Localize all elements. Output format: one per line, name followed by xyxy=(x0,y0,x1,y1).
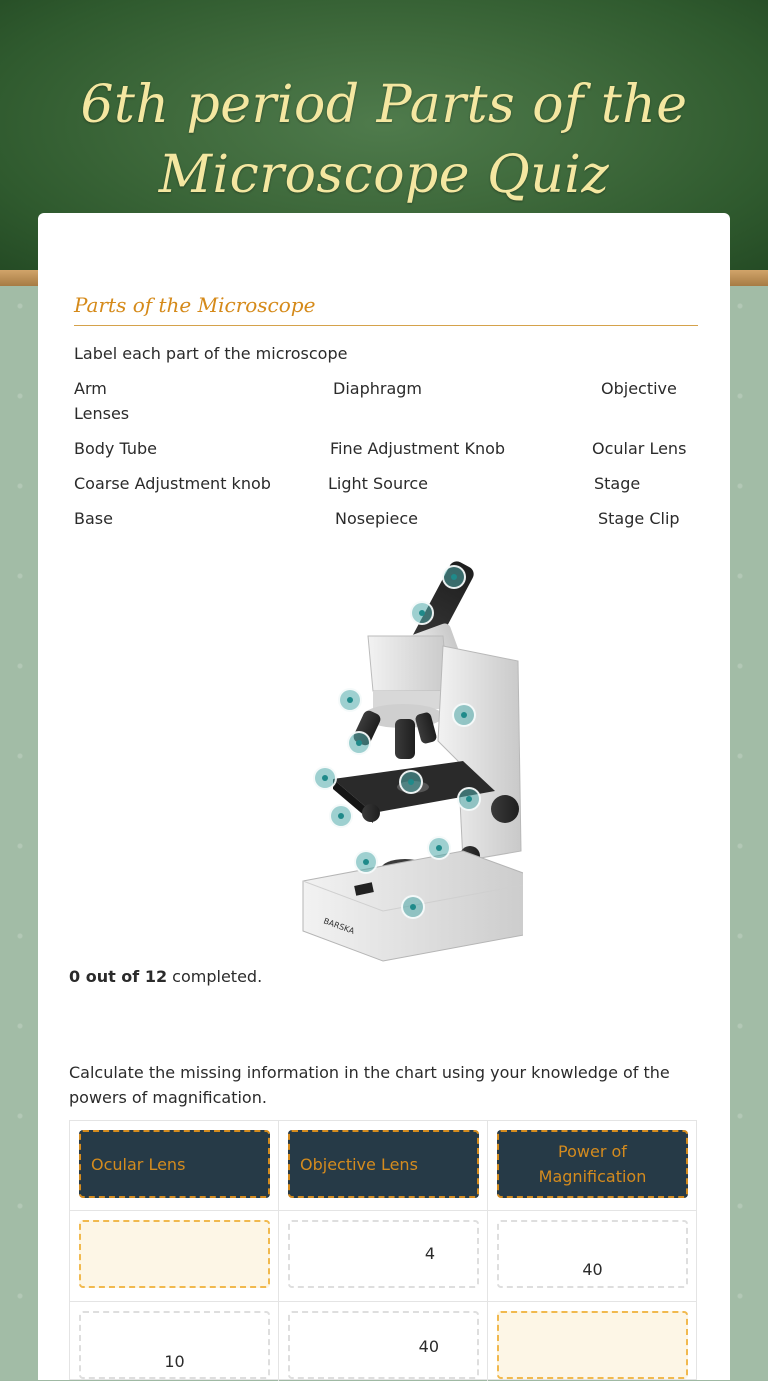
label-hotspot[interactable] xyxy=(347,731,371,755)
magnification-table xyxy=(69,1120,697,1380)
label-hotspot[interactable] xyxy=(399,770,423,794)
answer-input[interactable] xyxy=(497,1311,688,1379)
header-ocular-lens: Ocular Lens xyxy=(79,1130,270,1198)
word-body-tube: Body Tube xyxy=(74,439,157,458)
answer-input[interactable] xyxy=(79,1220,270,1288)
word-ocular-lens: Ocular Lens xyxy=(592,439,687,458)
label-hotspot[interactable] xyxy=(452,703,476,727)
word-lenses: Lenses xyxy=(74,404,130,423)
progress-text xyxy=(69,967,262,986)
word-stage-clip: Stage Clip xyxy=(598,509,680,528)
word-fine-adjustment: Fine Adjustment Knob xyxy=(330,439,506,458)
word-objective: Objective xyxy=(601,379,677,398)
word-light-source: Light Source xyxy=(328,474,428,493)
objective-value: 4 xyxy=(288,1220,479,1288)
table-row xyxy=(488,1211,697,1302)
objective-value: 40 xyxy=(288,1311,479,1379)
header-power-of-magnification: Power of Magnification xyxy=(497,1130,688,1198)
table-row xyxy=(488,1302,697,1381)
word-coarse-adjustment: Coarse Adjustment knob xyxy=(74,474,271,493)
microscope-image xyxy=(263,551,523,963)
table-row xyxy=(279,1211,488,1302)
label-hotspot[interactable] xyxy=(427,836,451,860)
label-hotspot[interactable] xyxy=(313,766,337,790)
worksheet-title: 6th period Parts of the Microscope Quiz xyxy=(80,75,688,205)
progress-suffix: completed. xyxy=(167,967,263,986)
table-row xyxy=(70,1302,279,1381)
table-row xyxy=(70,1211,279,1302)
table-header-cell xyxy=(279,1121,488,1211)
label-hotspot[interactable] xyxy=(354,850,378,874)
header-objective-lens: Objective Lens xyxy=(288,1130,479,1198)
word-nosepiece: Nosepiece xyxy=(335,509,419,528)
label-hotspot[interactable] xyxy=(329,804,353,828)
instruction-text: Label each part of the microscope xyxy=(74,344,348,363)
label-hotspot[interactable] xyxy=(410,601,434,625)
ocular-value: 10 xyxy=(79,1311,270,1379)
progress-count: 0 out of 12 xyxy=(69,967,168,986)
label-hotspot[interactable] xyxy=(338,688,362,712)
table-row xyxy=(279,1302,488,1381)
word-base: Base xyxy=(74,509,113,528)
word-stage: Stage xyxy=(594,474,641,493)
calc-instruction: Calculate the missing information in the chart using your knowledge of the powers of magnification. xyxy=(69,1063,670,1107)
label-hotspot[interactable] xyxy=(457,787,481,811)
label-hotspot[interactable] xyxy=(401,895,425,919)
section-title: Parts of the Microscope xyxy=(74,293,698,326)
table-header-cell xyxy=(488,1121,697,1211)
svg-text:BARSKA: BARSKA xyxy=(322,916,356,936)
power-value: 40 xyxy=(497,1220,688,1288)
label-hotspot[interactable] xyxy=(442,565,466,589)
word-diaphragm: Diaphragm xyxy=(333,379,422,398)
table-header-cell xyxy=(70,1121,279,1211)
word-arm: Arm xyxy=(74,379,107,398)
worksheet-card xyxy=(38,213,730,1380)
